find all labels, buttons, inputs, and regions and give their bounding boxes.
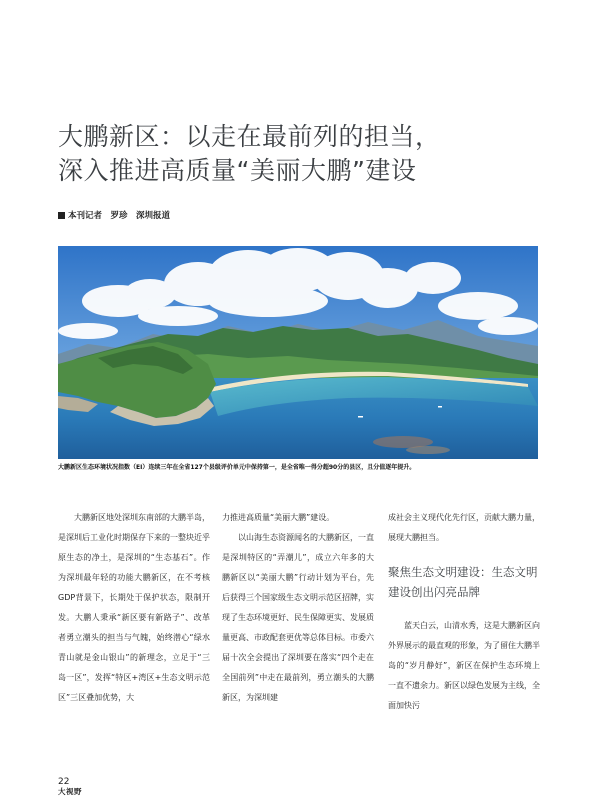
section-subheading: 聚焦生态文明建设：生态文明建设创出闪亮品牌 [388, 565, 538, 599]
aerial-coast-photo [58, 246, 538, 459]
square-bullet-icon [58, 212, 65, 219]
photo-caption: 大鹏新区生态环境状况指数（EI）连续三年在全省127个县级评价单元中保持第一，是全省唯一得分超90分的县区，且分值逐年提升。 [58, 464, 416, 471]
paragraph-3: 以山海生态资源闻名的大鹏新区，一直是深圳特区的“弄潮儿”，成立六年多的大鹏新区以“美丽大鹏”行动计划为平台，先后获得三个国家级生态文明示范区招牌，实现了生态环境更好、民生保障更实、发展质量更高、市政配套更优等总体目标。市委六届十次全会提出了深圳要在落实“四个走在全国前列”中走在最前列，勇立潮头的大鹏新区，为深圳建 [222, 533, 374, 702]
byline-text: 本刊记者 罗珍 深圳报道 [68, 211, 171, 221]
magazine-name: 大视野 [58, 787, 82, 796]
paragraph-2: 力推进高质量“美丽大鹏”建设。 [222, 513, 335, 522]
text-column-3 [388, 508, 540, 716]
text-column-1 [58, 508, 210, 708]
headline-line-2: 深入推进高质量“美丽大鹏”建设 [58, 156, 417, 185]
text-column-2 [222, 508, 374, 708]
article-headline [58, 120, 538, 188]
landscape-illustration [58, 246, 538, 459]
paragraph-1: 大鹏新区地处深圳东南部的大鹏半岛，是深圳后工业化时期保存下来的一整块近乎原生态的净土，是深圳的“生态基石”。作为深圳最年轻的功能大鹏新区，在不考核GDP背景下，长期处于保护状态，限制开发。大鹏人秉承“新区要有新路子”、改革者勇立潮头的担当与气魄，始终潜心“绿水青山就是金山银山”的新理念，立足于“三岛一区”，发挥“特区+湾区+生态文明示范区”三区叠加优势，大 [58, 513, 210, 702]
page-number: 22 [58, 777, 70, 787]
paragraph-5: 蓝天白云，山清水秀，这是大鹏新区向外界展示的最直观的形象，为了留住大鹏半岛的“岁月静好”，新区在保护生态环境上一直不遗余力。新区以绿色发展为主线，全面加快污 [388, 621, 540, 710]
byline [58, 209, 170, 221]
paragraph-4: 成社会主义现代化先行区，贡献大鹏力量，展现大鹏担当。 [388, 513, 540, 542]
headline-line-1: 大鹏新区：以走在最前列的担当， [58, 122, 441, 151]
